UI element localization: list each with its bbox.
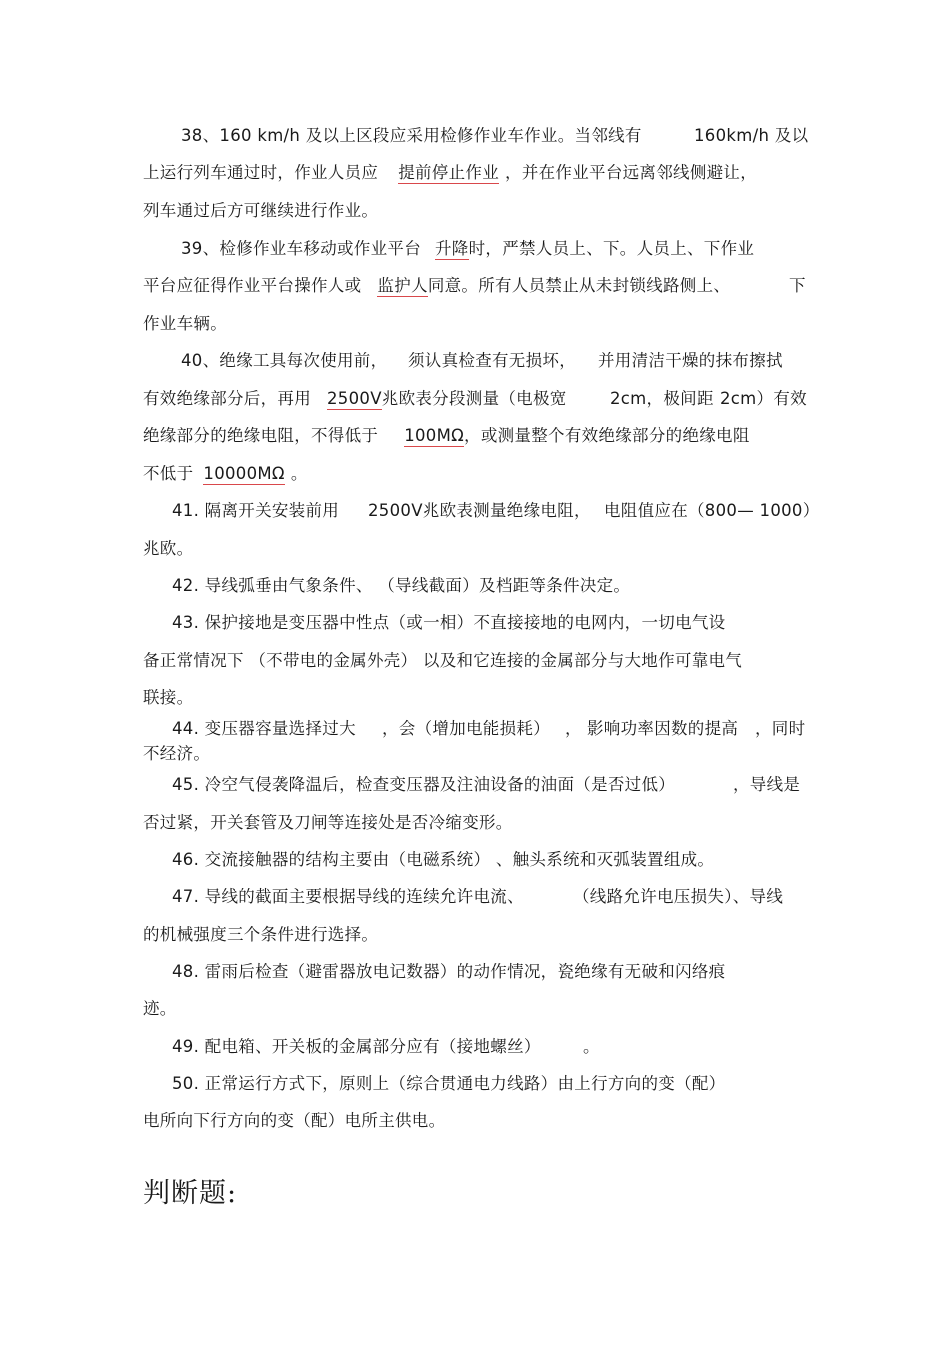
q44-line-1a: 44. 变压器容量选择过大 (172, 719, 356, 738)
q40-line-3: 绝缘部分的绝缘电阻，不得低于 100MΩ，或测量整个有效绝缘部分的绝缘电阻 (143, 426, 750, 445)
q49-line-1b: 。 (583, 1037, 600, 1056)
q39-answer-1: 升降 (435, 239, 469, 258)
q39-line-2-end: 下 (789, 276, 806, 295)
q46-line-1: 46. 交流接触器的结构主要由（电磁系统） 、触头系统和灭弧装置组成。 (172, 850, 715, 869)
q47-line-2: 的机械强度三个条件进行选择。 (143, 925, 379, 944)
q40-answer-3: 10000MΩ (203, 464, 285, 483)
q43-line-2: 备正常情况下 （不带电的金属外壳） 以及和它连接的金属部分与大地作可靠电气 (143, 651, 743, 670)
q38-answer: 提前停止作业 (398, 163, 500, 182)
q49-line-1a: 49. 配电箱、开关板的金属部分应有（接地螺丝） (172, 1037, 541, 1056)
q50-line-1: 50. 正常运行方式下，原则上（综合贯通电力线路）由上行方向的变（配） (172, 1074, 726, 1093)
q40-answer-2: 100MΩ (404, 426, 465, 445)
q44-line-1b: ，会（增加电能损耗） (382, 719, 550, 738)
q40-line-1a: 40、绝缘工具每次使用前， (181, 351, 388, 370)
q44-line-1d: 影响功率因数的提高 (587, 719, 739, 738)
q50-line-2: 电所向下行方向的变（配）电所主供电。 (143, 1111, 446, 1130)
q45-line-1b: ，导线是 (733, 775, 801, 794)
q45-line-1a: 45. 冷空气侵袭降温后，检查变压器及注油设备的油面（是否过低） (172, 775, 676, 794)
q40-line-1c: 并用清洁干燥的抹布擦拭 (598, 351, 783, 370)
q40-line-2d: 2cm）有效 (720, 389, 807, 408)
q41-line-1c: 电阻值应在（800— 1000） (604, 501, 820, 520)
q45-line-2: 否过紧，开关套管及刀闸等连接处是否冷缩变形。 (143, 813, 513, 832)
q47-line-1b: （线路允许电压损失）、导线 (573, 887, 784, 906)
q41-line-1a: 41. 隔离开关安装前用 (172, 501, 340, 520)
q44-line-2: 不经济。 (143, 744, 211, 763)
section-heading: 判断题: (143, 1178, 238, 1209)
q48-line-1: 48. 雷雨后检查（避雷器放电记数器）的动作情况，瓷绝缘有无破和闪络痕 (172, 962, 726, 981)
q48-line-2: 迹。 (143, 999, 177, 1018)
q41-line-1b: 2500V兆欧表测量绝缘电阻， (368, 501, 591, 520)
q40-answer-1: 2500V (327, 389, 382, 408)
q38-line-1: 38、160 km/h 及以上区段应采用检修作业车作业。当邻线有 (181, 126, 642, 145)
q47-line-1a: 47. 导线的截面主要根据导线的连续允许电流、 (172, 887, 524, 906)
q43-line-3: 联接。 (143, 688, 194, 707)
q39-line-1: 39、检修作业车移动或作业平台 升降时，严禁人员上、下。人员上、下作业 (181, 239, 755, 258)
q39-line-3: 作业车辆。 (143, 314, 227, 333)
q40-line-2c: 2cm，极间距 (610, 389, 714, 408)
q44-line-1c: ， (565, 719, 582, 738)
q38-line-1-end: 160km/h 及以 (694, 126, 809, 145)
q44-line-1e: ，同时 (755, 719, 806, 738)
q40-line-4: 不低于 10000MΩ 。 (143, 464, 308, 483)
q42-line-1: 42. 导线弧垂由气象条件、 （导线截面）及档距等条件决定。 (172, 576, 631, 595)
q43-line-1: 43. 保护接地是变压器中性点（或一相）不直接接地的电网内，一切电气设 (172, 613, 726, 632)
q39-line-2: 平台应征得作业平台操作人或 监护人同意。所有人员禁止从未封锁线路侧上、 (143, 276, 731, 295)
q40-line-1b: 须认真检查有无损坏， (408, 351, 576, 370)
q38-line-2: 上运行列车通过时，作业人员应 提前停止作业 ，并在作业平台远离邻线侧避让， (143, 163, 758, 182)
q40-line-2: 有效绝缘部分后，再用 2500V兆欧表分段测量（电极宽 (143, 389, 567, 408)
q39-answer-2: 监护人 (377, 276, 428, 295)
q41-line-2: 兆欧。 (143, 539, 194, 558)
q38-line-3: 列车通过后方可继续进行作业。 (143, 201, 379, 220)
